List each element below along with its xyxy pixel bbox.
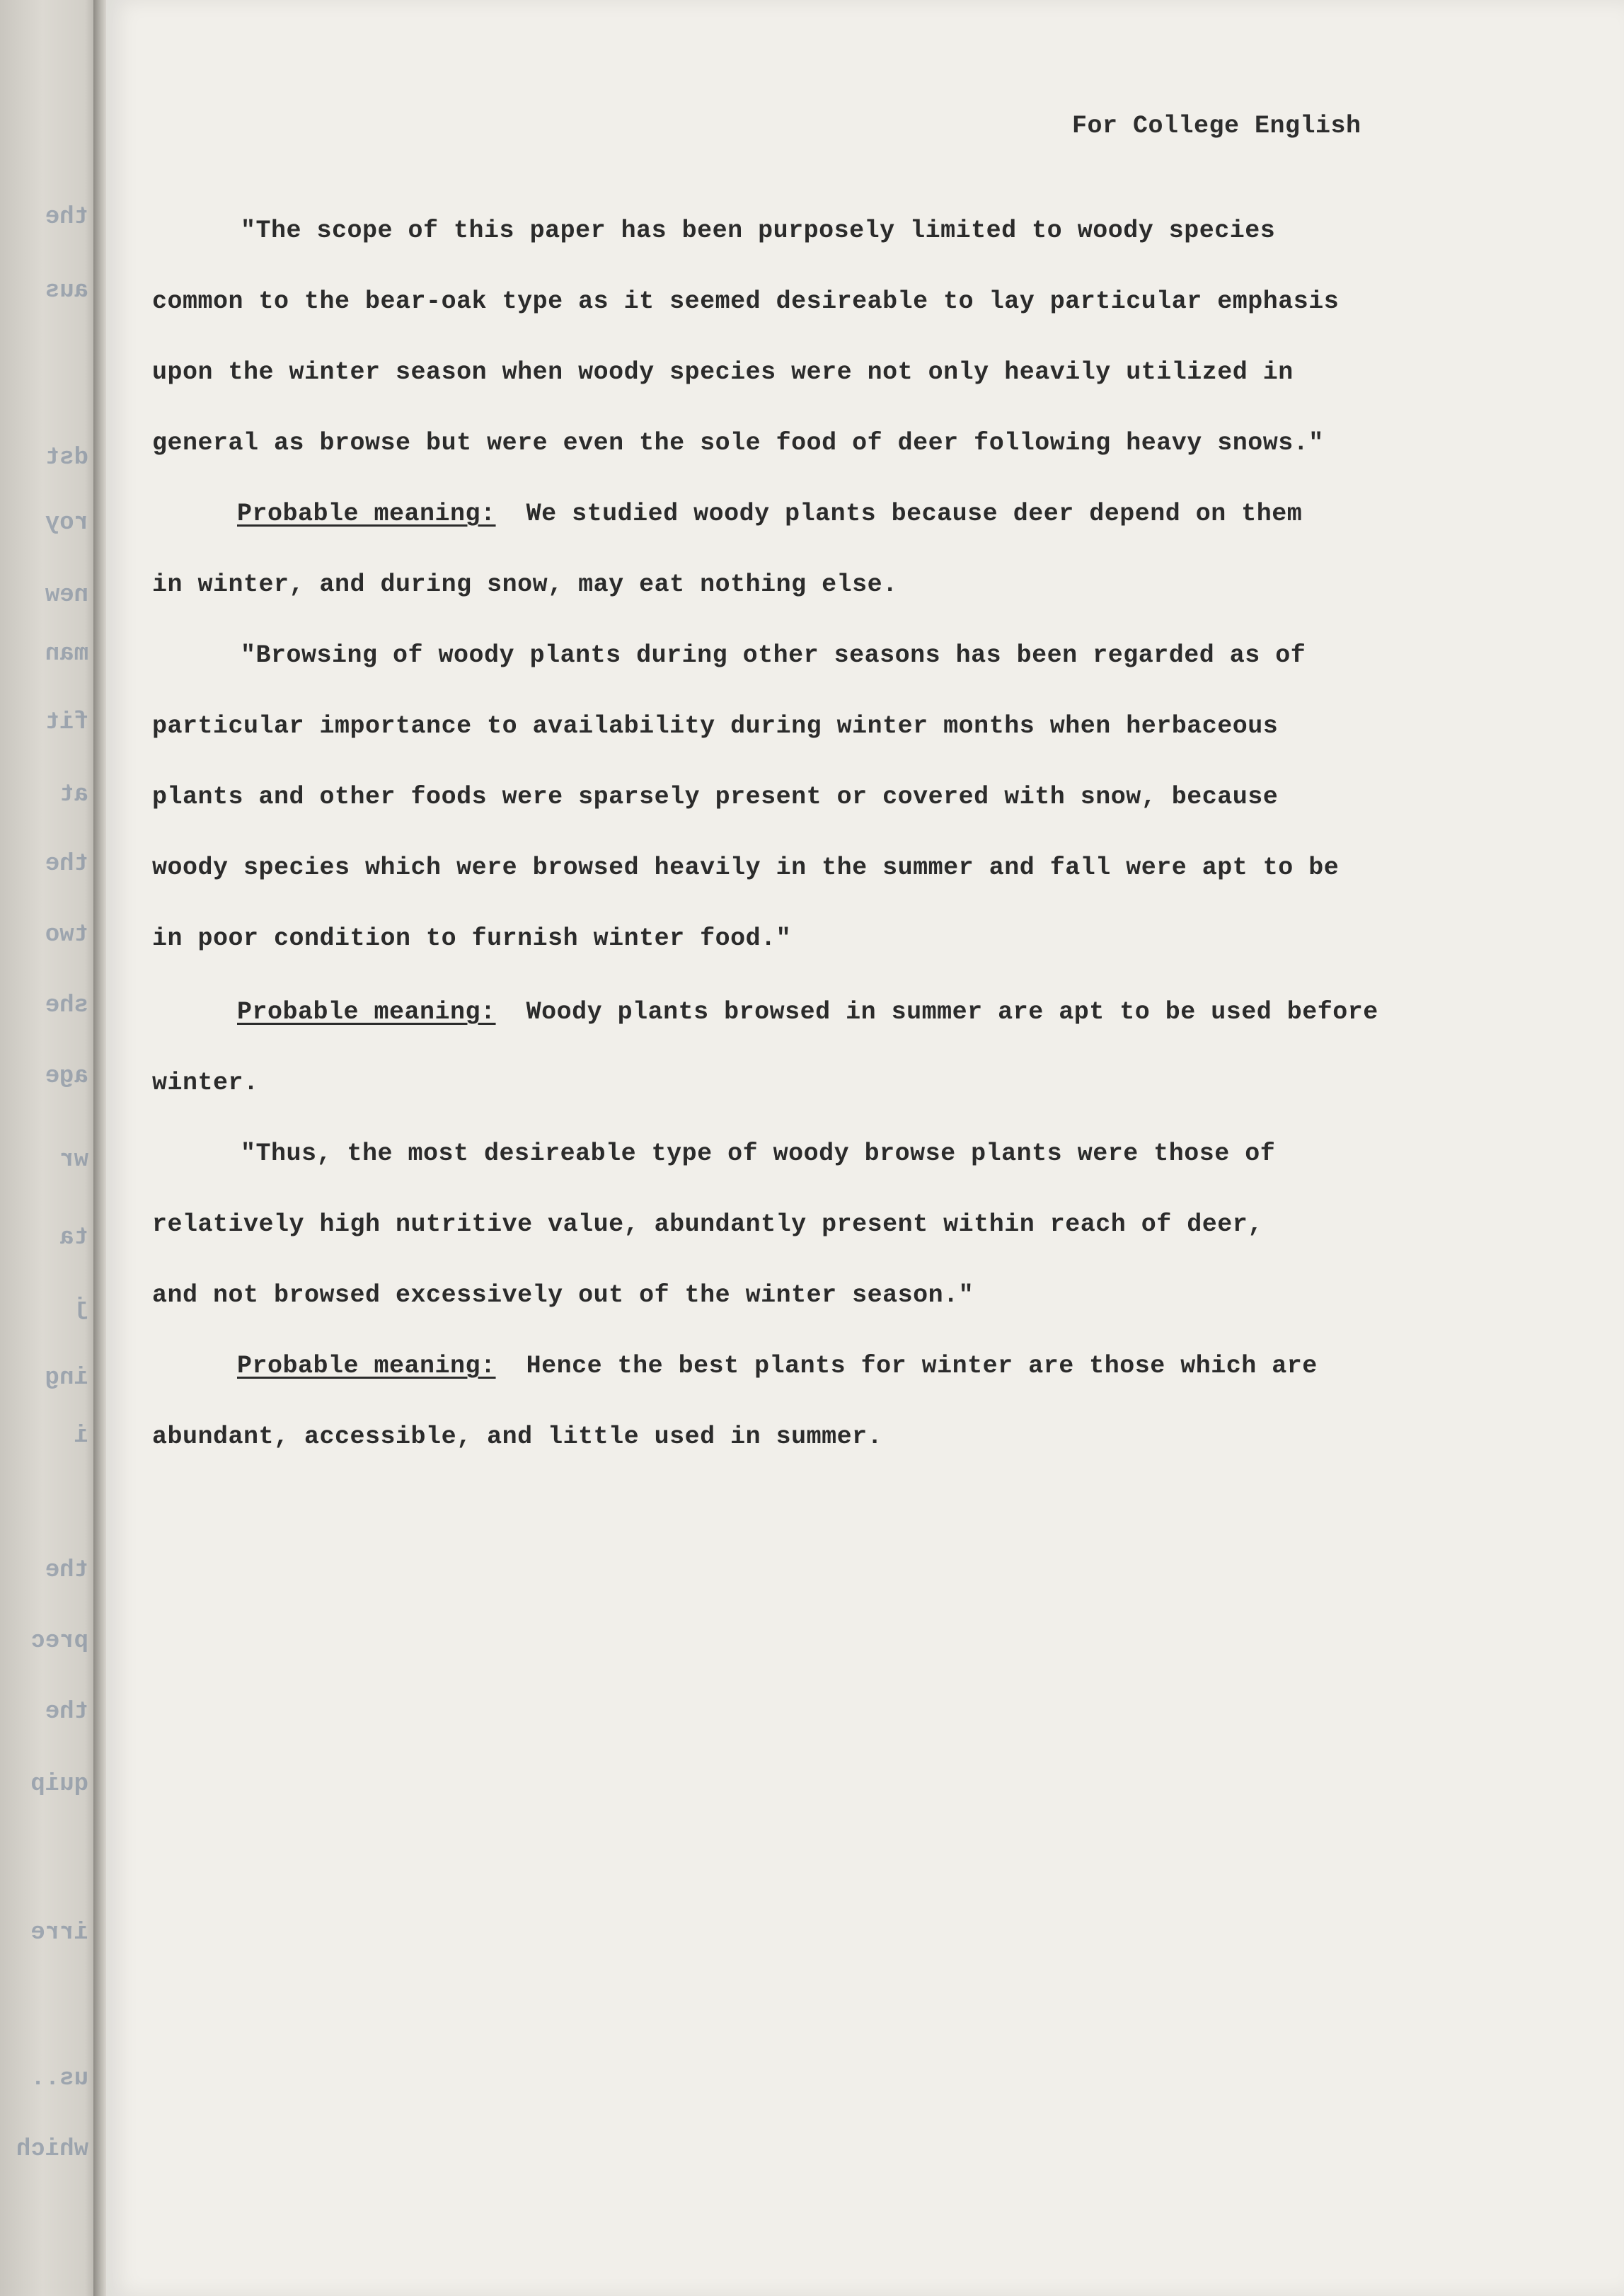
text-line: in winter, and during snow, may eat nothing else. xyxy=(152,570,898,599)
text-line: winter. xyxy=(152,1069,259,1097)
probable-meaning-label: Probable meaning: xyxy=(237,500,496,528)
bleed-text: new xyxy=(45,582,88,609)
bleed-text: age xyxy=(45,1063,88,1090)
meaning-text: Woody plants browsed in summer are apt to be used before xyxy=(526,998,1378,1026)
text-line: upon the winter season when woody species were not only heavily utilized in xyxy=(152,358,1294,386)
bleed-text: roy xyxy=(45,510,88,536)
text-line xyxy=(237,998,1378,1026)
text-line: "Thus, the most desireable type of woody browse plants were those of xyxy=(241,1140,1276,1168)
bleed-text: j xyxy=(74,1295,88,1322)
bleed-text: man xyxy=(45,641,88,667)
bleed-text: ta xyxy=(59,1224,88,1251)
text-line: woody species which were browsed heavily in the summer and fall were apt to be xyxy=(152,854,1340,882)
bleed-text: she xyxy=(45,992,88,1019)
bleed-text: prec xyxy=(30,1628,88,1655)
page-header: For College English xyxy=(1072,112,1361,140)
bleed-text: the xyxy=(45,1557,88,1584)
probable-meaning-label: Probable meaning: xyxy=(237,998,496,1026)
bleed-text: the xyxy=(45,1699,88,1726)
text-line: plants and other foods were sparsely present or covered with snow, because xyxy=(152,783,1279,811)
bleed-text: wr xyxy=(59,1147,88,1173)
bleed-text: the xyxy=(45,204,88,231)
facing-page xyxy=(0,0,106,2296)
probable-meaning-label: Probable meaning: xyxy=(237,1352,496,1380)
bleed-text: which xyxy=(16,2136,88,2163)
bleed-text: dst xyxy=(45,444,88,471)
bleed-text: i xyxy=(74,1423,88,1450)
bleed-text: the xyxy=(45,851,88,878)
bleed-text: fit xyxy=(45,709,88,736)
meaning-text: We studied woody plants because deer depend on them xyxy=(526,500,1303,528)
text-line xyxy=(237,1352,1318,1380)
text-line: relatively high nutritive value, abundantly present within reach of deer, xyxy=(152,1210,1263,1239)
bleed-text: quip xyxy=(30,1771,88,1798)
bleed-text: at xyxy=(59,781,88,808)
meaning-text: Hence the best plants for winter are those which are xyxy=(526,1352,1318,1380)
bleed-text: two xyxy=(45,922,88,948)
text-line: in poor condition to furnish winter food." xyxy=(152,924,792,953)
text-line: and not browsed excessively out of the winter season." xyxy=(152,1281,974,1309)
bleed-text: irre xyxy=(30,1919,88,1946)
bleed-text: us.. xyxy=(30,2065,88,2092)
text-line: "The scope of this paper has been purposely limited to woody species xyxy=(241,217,1276,245)
bleed-text: aus xyxy=(45,277,88,304)
text-line xyxy=(237,500,1302,528)
text-line: abundant, accessible, and little used in summer. xyxy=(152,1423,883,1451)
bleed-text: ing xyxy=(45,1365,88,1391)
text-line: particular importance to availability during winter months when herbaceous xyxy=(152,712,1279,740)
text-line: "Browsing of woody plants during other seasons has been regarded as of xyxy=(241,641,1306,670)
text-line: general as browse but were even the sole food of deer following heavy snows." xyxy=(152,429,1324,457)
text-line: common to the bear-oak type as it seemed desireable to lay particular emphasis xyxy=(152,287,1340,316)
typed-page xyxy=(106,0,1624,2296)
